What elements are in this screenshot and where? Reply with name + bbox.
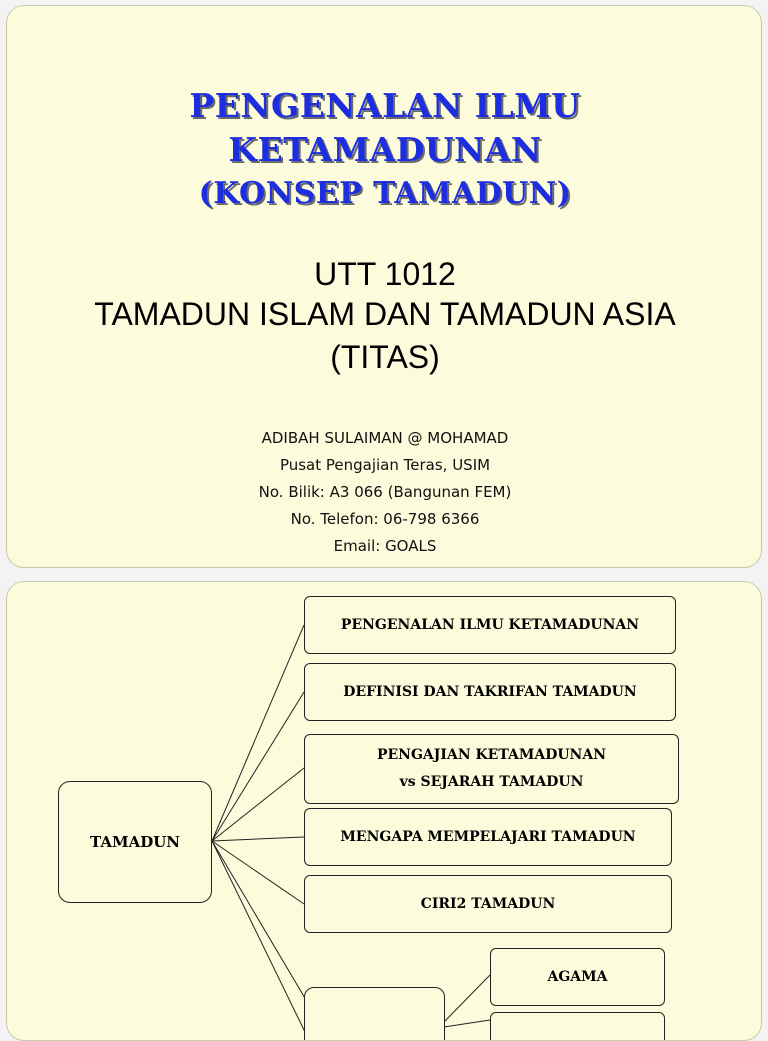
root-node bbox=[58, 781, 212, 903]
branch-node bbox=[304, 596, 676, 654]
branch-node bbox=[304, 663, 676, 721]
sub-branch-node-label: AGAMA bbox=[547, 968, 608, 985]
branch-node bbox=[304, 875, 672, 933]
course-abbreviation: (TITAS) bbox=[330, 339, 440, 375]
branch-node-label: CIRI2 TAMADUN bbox=[420, 895, 556, 912]
title-line-2: KETAMADUNAN bbox=[228, 130, 542, 169]
branch-node-label: DEFINISI DAN TAKRIFAN TAMADUN bbox=[343, 683, 637, 700]
root-node-label: TAMADUN bbox=[89, 832, 181, 851]
connector-line bbox=[212, 837, 304, 841]
department: Pusat Pengajian Teras, USIM bbox=[279, 456, 491, 474]
sub-branch-node bbox=[490, 948, 665, 1006]
branch-node-label: vs SEJARAH TAMADUN bbox=[399, 774, 584, 790]
course-name: TAMADUN ISLAM DAN TAMADUN ASIA bbox=[94, 296, 676, 332]
connector-line bbox=[212, 841, 304, 904]
title-slide bbox=[6, 5, 762, 568]
connector-line bbox=[212, 768, 304, 841]
connector-line bbox=[444, 975, 490, 1022]
course-code: UTT 1012 bbox=[314, 256, 456, 292]
phone-number: No. Telefon: 06-798 6366 bbox=[290, 510, 480, 528]
email: Email: GOALS bbox=[333, 537, 437, 555]
branch-node-partial bbox=[304, 987, 445, 1041]
branch-node-label: PENGAJIAN KETAMADUNAN bbox=[376, 747, 607, 764]
branch-node bbox=[304, 808, 672, 866]
branch-node-label: PENGENALAN ILMU KETAMADUNAN bbox=[340, 616, 640, 633]
branch-node-label: MENGAPA MEMPELAJARI TAMADUN bbox=[340, 828, 636, 845]
connector-line bbox=[212, 841, 305, 1032]
sub-branch-node-partial bbox=[490, 1012, 665, 1041]
branch-node bbox=[304, 734, 679, 804]
room-number: No. Bilik: A3 066 (Bangunan FEM) bbox=[258, 483, 512, 501]
title-line-1: PENGENALAN ILMU bbox=[189, 86, 581, 125]
mindmap-slide bbox=[6, 581, 762, 1041]
connector-line bbox=[212, 625, 304, 841]
connector-line bbox=[212, 692, 304, 841]
title-line-3: (KONSEP TAMADUN) bbox=[198, 176, 572, 211]
lecturer-name: ADIBAH SULAIMAN @ MOHAMAD bbox=[261, 429, 509, 447]
